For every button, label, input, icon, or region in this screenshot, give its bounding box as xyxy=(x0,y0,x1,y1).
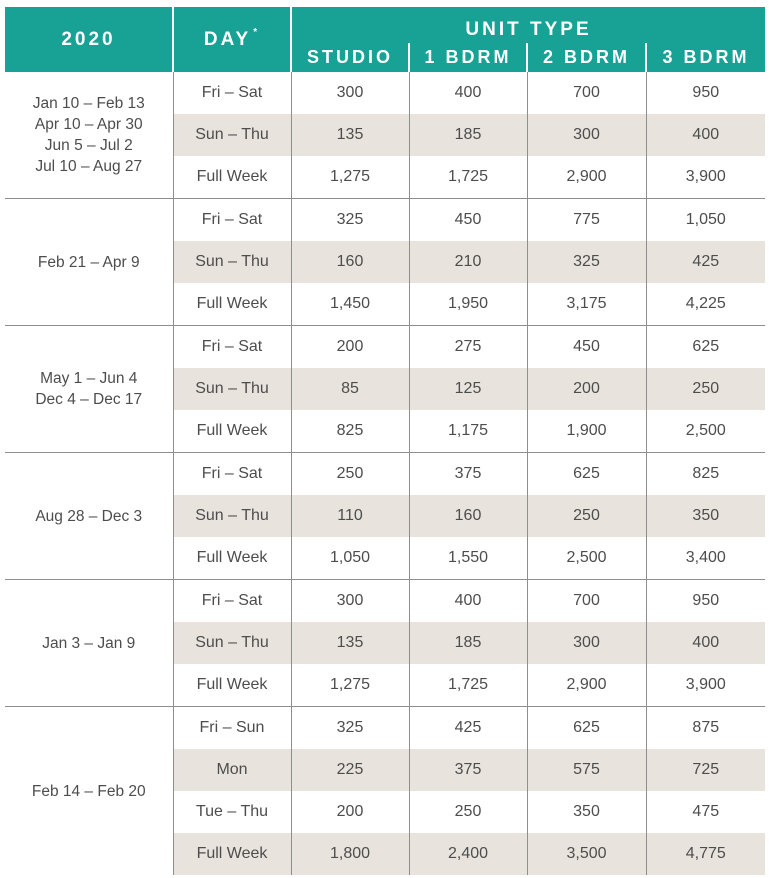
points-cell-1bdrm: 1,725 xyxy=(409,156,527,199)
col-header-studio: STUDIO xyxy=(291,43,409,72)
points-cell-2bdrm: 700 xyxy=(527,72,646,114)
points-cell-studio: 1,050 xyxy=(291,537,409,580)
points-cell-studio: 300 xyxy=(291,580,409,623)
date-range-line: Jan 3 – Jan 9 xyxy=(42,634,136,652)
points-cell-1bdrm: 450 xyxy=(409,199,527,242)
points-cell-1bdrm: 375 xyxy=(409,453,527,496)
points-cell-3bdrm: 250 xyxy=(646,368,765,410)
points-cell-3bdrm: 3,400 xyxy=(646,537,765,580)
points-cell-3bdrm: 400 xyxy=(646,114,765,156)
points-cell-2bdrm: 625 xyxy=(527,453,646,496)
day-cell: Fri – Sat xyxy=(173,199,291,242)
points-cell-studio: 325 xyxy=(291,707,409,750)
col-header-3bdrm: 3 BDRM xyxy=(646,43,765,72)
points-cell-2bdrm: 1,900 xyxy=(527,410,646,453)
day-cell: Full Week xyxy=(173,156,291,199)
points-cell-studio: 1,275 xyxy=(291,156,409,199)
points-table xyxy=(5,7,765,875)
date-range-line: Aug 28 – Dec 3 xyxy=(35,507,143,525)
day-cell: Fri – Sat xyxy=(173,453,291,496)
points-cell-2bdrm: 450 xyxy=(527,326,646,369)
points-cell-3bdrm: 4,225 xyxy=(646,283,765,326)
date-range-cell xyxy=(5,326,173,453)
points-cell-studio: 250 xyxy=(291,453,409,496)
day-footnote-marker: * xyxy=(253,26,261,38)
points-cell-3bdrm: 875 xyxy=(692,719,720,736)
points-cell-2bdrm: 3,500 xyxy=(527,833,646,875)
points-cell-studio: 1,800 xyxy=(291,833,409,875)
points-cell-1bdrm: 1,550 xyxy=(409,537,527,580)
points-cell-studio: 200 xyxy=(291,791,409,833)
points-cell-studio: 1,450 xyxy=(291,283,409,326)
day-cell: Sun – Thu xyxy=(173,622,291,664)
date-range-line: Jul 10 – Aug 27 xyxy=(35,158,143,175)
points-cell-1bdrm: 400 xyxy=(409,580,527,623)
day-cell: Full Week xyxy=(173,664,291,707)
points-cell-2bdrm: 775 xyxy=(527,199,646,242)
points-cell-3bdrm: 825 xyxy=(692,465,720,482)
points-cell-1bdrm: 185 xyxy=(409,114,527,156)
col-header-2bdrm: 2 BDRM xyxy=(527,43,646,72)
points-cell-2bdrm: 200 xyxy=(527,368,646,410)
points-cell-3bdrm: 1,050 xyxy=(685,211,726,228)
day-cell: Sun – Thu xyxy=(173,495,291,537)
points-cell-2bdrm: 300 xyxy=(527,622,646,664)
day-cell: Fri – Sat xyxy=(173,326,291,369)
points-cell-1bdrm: 400 xyxy=(409,72,527,114)
points-cell-3bdrm: 725 xyxy=(646,749,765,791)
points-cell-1bdrm: 160 xyxy=(409,495,527,537)
date-range-line: Feb 14 – Feb 20 xyxy=(31,782,146,800)
day-header-label: DAY xyxy=(203,28,252,50)
points-cell-3bdrm: 950 xyxy=(692,84,720,101)
points-cell-1bdrm: 1,725 xyxy=(409,664,527,707)
table-row xyxy=(5,707,765,750)
table-row xyxy=(5,72,765,114)
day-cell: Mon xyxy=(173,749,291,791)
points-cell-2bdrm: 700 xyxy=(527,580,646,623)
points-cell-2bdrm: 2,500 xyxy=(527,537,646,580)
day-cell: Tue – Thu xyxy=(173,791,291,833)
day-cell: Sun – Thu xyxy=(173,368,291,410)
date-range-line: Feb 21 – Apr 9 xyxy=(37,253,140,271)
points-cell-studio: 135 xyxy=(291,622,409,664)
points-cell-2bdrm: 2,900 xyxy=(527,156,646,199)
points-cell-2bdrm: 575 xyxy=(527,749,646,791)
points-cell-3bdrm: 350 xyxy=(646,495,765,537)
points-cell-3bdrm: 425 xyxy=(646,241,765,283)
points-cell-1bdrm: 210 xyxy=(409,241,527,283)
date-range-cell xyxy=(5,453,173,580)
points-cell-2bdrm: 2,900 xyxy=(527,664,646,707)
points-cell-studio: 85 xyxy=(291,368,409,410)
day-cell: Full Week xyxy=(173,833,291,875)
points-cell-1bdrm: 250 xyxy=(409,791,527,833)
year-header: 2020 xyxy=(5,7,173,72)
day-cell: Sun – Thu xyxy=(173,241,291,283)
day-cell: Full Week xyxy=(173,410,291,453)
date-range-cell xyxy=(5,580,173,707)
points-cell-studio: 110 xyxy=(291,495,409,537)
points-cell-1bdrm: 125 xyxy=(409,368,527,410)
table-row xyxy=(5,580,765,623)
points-cell-1bdrm: 375 xyxy=(409,749,527,791)
date-range-cell xyxy=(5,707,173,876)
points-cell-3bdrm: 4,775 xyxy=(646,833,765,875)
points-cell-3bdrm: 3,900 xyxy=(646,664,765,707)
date-range-cell xyxy=(5,72,173,199)
date-range-line: Apr 10 – Apr 30 xyxy=(34,116,143,133)
table-body xyxy=(5,72,765,875)
points-cell-studio: 135 xyxy=(291,114,409,156)
points-cell-1bdrm: 275 xyxy=(409,326,527,369)
points-cell-studio: 160 xyxy=(291,241,409,283)
day-cell: Sun – Thu xyxy=(173,114,291,156)
points-cell-1bdrm: 1,950 xyxy=(409,283,527,326)
col-header-1bdrm: 1 BDRM xyxy=(409,43,527,72)
points-cell-2bdrm: 250 xyxy=(527,495,646,537)
points-cell-1bdrm: 425 xyxy=(409,707,527,750)
day-cell: Full Week xyxy=(173,283,291,326)
points-cell-3bdrm: 2,500 xyxy=(646,410,765,453)
date-range-line: Jun 5 – Jul 2 xyxy=(44,137,133,154)
points-cell-studio: 200 xyxy=(291,326,409,369)
points-cell-2bdrm: 625 xyxy=(527,707,646,750)
points-cell-studio: 225 xyxy=(291,749,409,791)
points-cell-3bdrm: 625 xyxy=(692,338,720,355)
day-cell: Fri – Sat xyxy=(173,580,291,623)
date-range-line: May 1 – Jun 4 xyxy=(40,370,138,387)
points-cell-2bdrm: 300 xyxy=(527,114,646,156)
points-cell-2bdrm: 350 xyxy=(527,791,646,833)
day-header xyxy=(173,7,291,72)
day-cell: Full Week xyxy=(173,537,291,580)
points-cell-3bdrm: 3,900 xyxy=(646,156,765,199)
unit-type-header: UNIT TYPE xyxy=(291,7,765,43)
day-cell: Fri – Sun xyxy=(173,707,291,750)
date-range-cell xyxy=(5,199,173,326)
date-range-line: Jan 10 – Feb 13 xyxy=(32,95,145,112)
points-cell-3bdrm: 475 xyxy=(692,803,720,820)
table-row xyxy=(5,199,765,242)
points-cell-studio: 825 xyxy=(291,410,409,453)
points-cell-3bdrm: 950 xyxy=(692,592,720,609)
points-cell-2bdrm: 325 xyxy=(527,241,646,283)
points-cell-1bdrm: 2,400 xyxy=(409,833,527,875)
points-cell-1bdrm: 1,175 xyxy=(409,410,527,453)
table-row xyxy=(5,453,765,496)
points-cell-2bdrm: 3,175 xyxy=(527,283,646,326)
points-cell-studio: 1,275 xyxy=(291,664,409,707)
points-cell-1bdrm: 185 xyxy=(409,622,527,664)
table-header xyxy=(5,7,765,72)
points-cell-studio: 325 xyxy=(291,199,409,242)
day-cell: Fri – Sat xyxy=(173,72,291,114)
date-range-line: Dec 4 – Dec 17 xyxy=(35,391,143,408)
table-row xyxy=(5,326,765,369)
points-cell-studio: 300 xyxy=(291,72,409,114)
points-cell-3bdrm: 400 xyxy=(646,622,765,664)
